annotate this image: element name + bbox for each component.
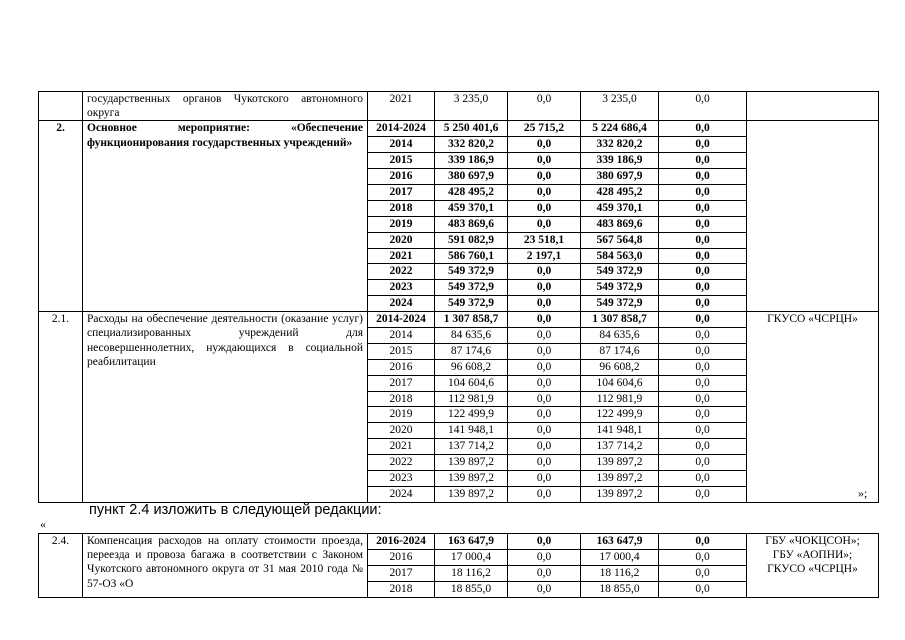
- federal-cell: 0,0: [508, 455, 580, 471]
- year-cell: 2018: [389, 582, 413, 595]
- other-cell: 0,0: [659, 566, 746, 582]
- regional-cell: 380 697,9: [581, 169, 658, 185]
- regional-cell: 584 563,0: [581, 249, 658, 265]
- regional-cell: 104 604,6: [581, 376, 658, 392]
- total-cell: 18 116,2: [435, 566, 507, 582]
- regional-cell: 3 235,0: [581, 92, 659, 121]
- executor-cell: [747, 92, 879, 121]
- total-cell: 339 186,9: [435, 153, 507, 169]
- program-table-2-4: [38, 533, 879, 598]
- instruction-text: пункт 2.4 изложить в следующей редакции:: [89, 502, 382, 518]
- other-column: [659, 121, 747, 312]
- other-cell: 0,0: [659, 455, 746, 471]
- years-column: [368, 534, 435, 598]
- year-cell: 2014-2024: [368, 312, 434, 328]
- total-cell: 483 869,6: [435, 217, 507, 233]
- other-cell: 0,0: [659, 534, 746, 550]
- federal-cell: 0,0: [508, 344, 580, 360]
- federal-cell: 0,0: [508, 217, 580, 233]
- total-cell: 139 897,2: [448, 487, 494, 500]
- regional-cell: 139 897,2: [596, 487, 643, 500]
- regional-cell: 459 370,1: [581, 201, 658, 217]
- year-cell: 2023: [368, 280, 434, 296]
- federal-cell: 0,0: [508, 407, 580, 423]
- other-cell: 0,0: [695, 582, 710, 595]
- regional-column: [581, 534, 659, 598]
- executor-cell: [747, 534, 879, 598]
- federal-cell: 0,0: [508, 566, 580, 582]
- federal-cell: 0,0: [508, 534, 580, 550]
- year-cell: 2016: [368, 169, 434, 185]
- federal-cell: 0,0: [508, 280, 580, 296]
- total-cell: 104 604,6: [435, 376, 507, 392]
- total-cell: 1 307 858,7: [435, 312, 507, 328]
- row-number: [39, 92, 83, 121]
- year-cell: 2022: [368, 455, 434, 471]
- regional-cell: 332 820,2: [581, 137, 658, 153]
- federal-cell: 0,0: [536, 582, 552, 595]
- other-column: [659, 534, 747, 598]
- federal-cell: 0,0: [508, 328, 580, 344]
- executor-line: ГБУ «ЧОКЦСОН»;: [765, 535, 860, 547]
- regional-cell: 483 869,6: [581, 217, 658, 233]
- year-cell: 2024: [389, 487, 413, 500]
- total-cell: 5 250 401,6: [435, 121, 507, 137]
- total-column: [435, 534, 508, 598]
- other-cell: 0,0: [659, 137, 746, 153]
- federal-cell: 0,0: [508, 312, 580, 328]
- other-cell: 0,0: [659, 201, 746, 217]
- regional-column: [581, 312, 659, 503]
- federal-column: [508, 312, 581, 503]
- year-cell: 2021: [368, 249, 434, 265]
- regional-cell: 141 948,1: [581, 423, 658, 439]
- row-description: государственных органов Чукотского автономного округа: [83, 92, 368, 121]
- regional-cell: 339 186,9: [581, 153, 658, 169]
- federal-cell: 0,0: [508, 92, 581, 121]
- other-cell: 0,0: [659, 423, 746, 439]
- other-cell: 0,0: [659, 360, 746, 376]
- federal-column: [508, 534, 581, 598]
- executor-line: ГКУСО «ЧСРЦН»: [767, 563, 858, 576]
- year-cell: 2016: [368, 550, 434, 566]
- opening-quote: «: [40, 517, 46, 531]
- year-cell: 2018: [368, 392, 434, 408]
- executor-cell: ГКУСО «ЧСРЦН»: [747, 312, 879, 503]
- total-cell: 428 495,2: [435, 185, 507, 201]
- total-cell: 163 647,9: [435, 534, 507, 550]
- year-cell: 2019: [368, 407, 434, 423]
- other-cell: 0,0: [659, 121, 746, 137]
- regional-cell: 139 897,2: [581, 471, 658, 487]
- other-cell: 0,0: [659, 344, 746, 360]
- federal-cell: 2 197,1: [508, 249, 580, 265]
- total-column: [435, 312, 508, 503]
- federal-column: [508, 121, 581, 312]
- federal-cell: 0,0: [536, 297, 552, 310]
- other-cell: 0,0: [659, 471, 746, 487]
- total-cell: 549 372,9: [435, 280, 507, 296]
- federal-cell: 23 518,1: [508, 233, 580, 249]
- federal-cell: 0,0: [508, 169, 580, 185]
- total-cell: 586 760,1: [435, 249, 507, 265]
- year-cell: 2020: [368, 233, 434, 249]
- total-cell: 84 635,6: [435, 328, 507, 344]
- federal-cell: 0,0: [508, 550, 580, 566]
- other-cell: 0,0: [659, 264, 746, 280]
- year-cell: 2023: [368, 471, 434, 487]
- closing-quote: »;: [858, 486, 868, 500]
- total-cell: 87 174,6: [435, 344, 507, 360]
- total-cell: 139 897,2: [435, 471, 507, 487]
- federal-cell: 0,0: [536, 487, 552, 500]
- regional-cell: 1 307 858,7: [581, 312, 658, 328]
- other-cell: 0,0: [695, 487, 710, 500]
- row-description: Расходы на обеспечение деятельности (оказание услуг) специализированных учреждений для несовершеннолетних, нуждающихся в социальной реабилитации: [83, 312, 368, 503]
- other-cell: 0,0: [695, 297, 710, 310]
- regional-cell: 87 174,6: [581, 344, 658, 360]
- executor-line: ГБУ «АОПНИ»;: [772, 549, 853, 562]
- federal-cell: 0,0: [508, 153, 580, 169]
- year-cell: 2018: [368, 201, 434, 217]
- regional-cell: 137 714,2: [581, 439, 658, 455]
- regional-cell: 163 647,9: [581, 534, 658, 550]
- total-cell: 139 897,2: [435, 455, 507, 471]
- row-number: 2.1.: [39, 312, 83, 503]
- total-cell: 96 608,2: [435, 360, 507, 376]
- regional-cell: 428 495,2: [581, 185, 658, 201]
- table-row-2-4: [39, 534, 879, 598]
- other-cell: 0,0: [659, 185, 746, 201]
- regional-cell: 112 981,9: [581, 392, 658, 408]
- other-cell: 0,0: [659, 392, 746, 408]
- total-cell: 3 235,0: [435, 92, 508, 121]
- years-column: [368, 312, 435, 503]
- year-cell: 2014: [368, 328, 434, 344]
- year-cell: 2020: [368, 423, 434, 439]
- year-cell: 2019: [368, 217, 434, 233]
- table-row-2: [39, 121, 879, 312]
- total-cell: 549 372,9: [448, 297, 494, 310]
- row-number: 2.4.: [39, 534, 83, 598]
- federal-cell: 0,0: [508, 185, 580, 201]
- year-cell: 2015: [368, 344, 434, 360]
- other-cell: 0,0: [659, 312, 746, 328]
- other-cell: 0,0: [659, 376, 746, 392]
- year-cell: 2016: [368, 360, 434, 376]
- federal-cell: 25 715,2: [508, 121, 580, 137]
- year-cell: 2021: [368, 92, 435, 121]
- total-cell: 17 000,4: [435, 550, 507, 566]
- other-cell: 0,0: [659, 550, 746, 566]
- year-cell: 2017: [368, 376, 434, 392]
- total-cell: 141 948,1: [435, 423, 507, 439]
- total-cell: 591 082,9: [435, 233, 507, 249]
- row-description: Компенсация расходов на оплату стоимости проезда, переезда и провоза багажа в соответствии с Законом Чукотского автономного округа от 31 мая 2010 года № 57-ОЗ «О: [83, 534, 368, 598]
- table-row-continuation: [39, 92, 879, 121]
- year-cell: 2021: [368, 439, 434, 455]
- regional-cell: 549 372,9: [581, 264, 658, 280]
- total-cell: 459 370,1: [435, 201, 507, 217]
- executor-cell: [747, 121, 879, 312]
- total-cell: 137 714,2: [435, 439, 507, 455]
- total-cell: 549 372,9: [435, 264, 507, 280]
- regional-cell: 549 372,9: [581, 280, 658, 296]
- federal-cell: 0,0: [508, 423, 580, 439]
- total-cell: 18 855,0: [450, 582, 492, 595]
- regional-cell: 5 224 686,4: [581, 121, 658, 137]
- other-column: [659, 312, 747, 503]
- regional-cell: 567 564,8: [581, 233, 658, 249]
- federal-cell: 0,0: [508, 392, 580, 408]
- regional-cell: 549 372,9: [596, 297, 643, 310]
- other-cell: 0,0: [659, 169, 746, 185]
- other-cell: 0,0: [659, 153, 746, 169]
- year-cell: 2014-2024: [368, 121, 434, 137]
- other-cell: 0,0: [659, 280, 746, 296]
- year-cell: 2015: [368, 153, 434, 169]
- other-cell: 0,0: [659, 233, 746, 249]
- total-cell: 112 981,9: [435, 392, 507, 408]
- other-cell: 0,0: [659, 328, 746, 344]
- regional-cell: 18 116,2: [581, 566, 658, 582]
- regional-cell: 122 499,9: [581, 407, 658, 423]
- federal-cell: 0,0: [508, 264, 580, 280]
- federal-cell: 0,0: [508, 201, 580, 217]
- federal-cell: 0,0: [508, 137, 580, 153]
- year-cell: 2014: [368, 137, 434, 153]
- federal-cell: 0,0: [508, 471, 580, 487]
- other-cell: 0,0: [659, 407, 746, 423]
- row-number: 2.: [39, 121, 83, 312]
- total-cell: 122 499,9: [435, 407, 507, 423]
- regional-cell: 84 635,6: [581, 328, 658, 344]
- year-cell: 2017: [368, 185, 434, 201]
- year-cell: 2022: [368, 264, 434, 280]
- other-cell: 0,0: [659, 92, 747, 121]
- regional-cell: 18 855,0: [599, 582, 640, 595]
- regional-column: [581, 121, 659, 312]
- federal-cell: 0,0: [508, 360, 580, 376]
- regional-cell: 139 897,2: [581, 455, 658, 471]
- table-row-2-1: [39, 312, 879, 503]
- other-cell: 0,0: [659, 217, 746, 233]
- other-cell: 0,0: [659, 439, 746, 455]
- row-description: Основное мероприятие: «Обеспечение функционирования государственных учреждений»: [83, 121, 368, 312]
- total-column: [435, 121, 508, 312]
- program-table: [38, 91, 879, 503]
- year-cell: 2016-2024: [368, 534, 434, 550]
- regional-cell: 17 000,4: [581, 550, 658, 566]
- total-cell: 380 697,9: [435, 169, 507, 185]
- federal-cell: 0,0: [508, 439, 580, 455]
- other-cell: 0,0: [659, 249, 746, 265]
- regional-cell: 96 608,2: [581, 360, 658, 376]
- total-cell: 332 820,2: [435, 137, 507, 153]
- years-column: [368, 121, 435, 312]
- federal-cell: 0,0: [508, 376, 580, 392]
- year-cell: 2017: [368, 566, 434, 582]
- year-cell: 2024: [389, 297, 413, 310]
